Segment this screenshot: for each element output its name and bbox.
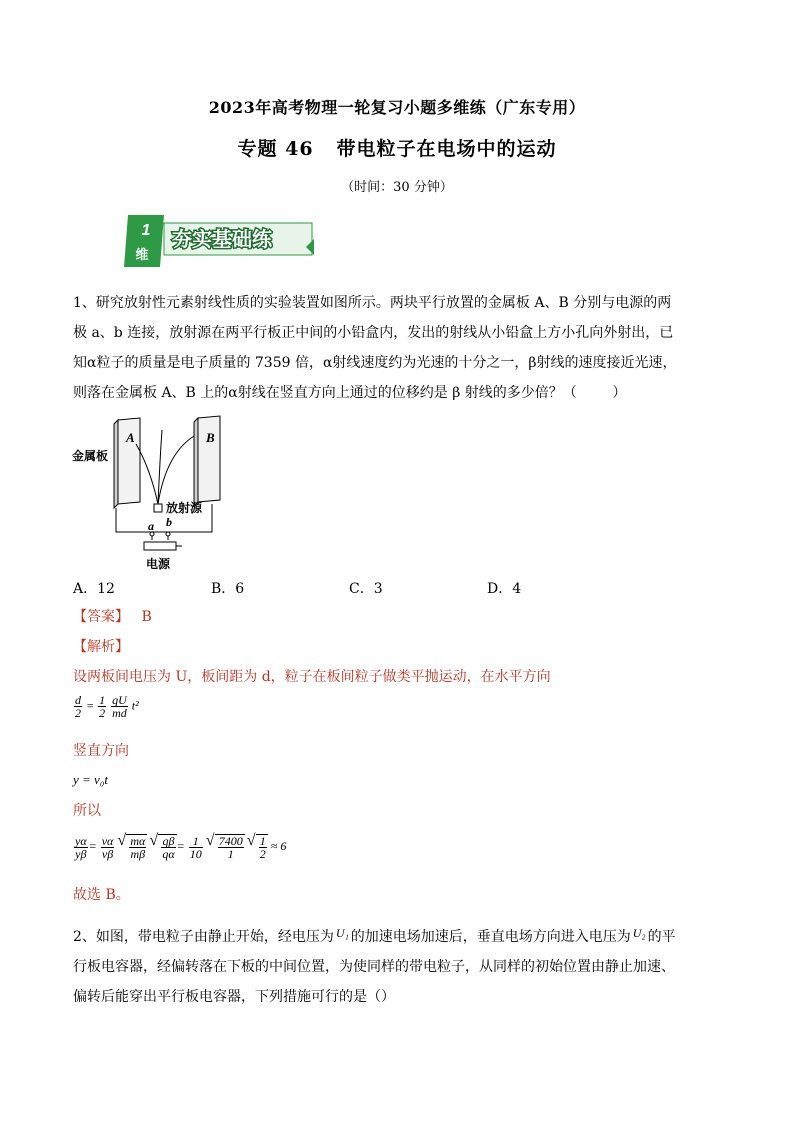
badge-dimension: 维 bbox=[135, 248, 149, 263]
topic-title: 专题 46 带电粒子在电场中的运动 bbox=[237, 138, 557, 160]
plate-a-label: A bbox=[126, 430, 135, 445]
choice-d: D．4 bbox=[487, 581, 522, 597]
question-2-segment: 的平 bbox=[647, 929, 676, 945]
formula-3-term: 1 bbox=[227, 847, 234, 861]
formula-3: $\frac{y\alpha}{y\beta}$ = $\frac{v\alpha}{v\beta}$ √ $\frac{m\alpha}{m\beta}$ √ $\frac{q\beta}{q\alpha}$ = $\frac{1}{10}$ √ $\frac{7400}{1}$ √ $\frac{1}{2}$ ≈ 6 bbox=[73, 834, 286, 860]
answer-value: B bbox=[141, 609, 152, 625]
question-2-segment: 的加速电场加速后，垂直电场方向进入电压为 bbox=[350, 929, 631, 945]
formula-1-term: 2 bbox=[75, 706, 81, 720]
formula-1-term: md bbox=[112, 706, 127, 720]
formula-3-term: yβ bbox=[75, 846, 87, 861]
u1-symbol: U₁ bbox=[335, 926, 349, 940]
question-1-line: 极 a、b 连接，放射源在两平行板正中间的小铅盒内，发出的射线从小铅盒上方小孔向外射出，已 bbox=[73, 325, 674, 341]
question-2-text bbox=[73, 918, 733, 1012]
terminal-a-label: a bbox=[148, 519, 154, 533]
formula-3-term: vα bbox=[101, 833, 114, 848]
question-1-line: 知α粒子的质量是电子质量的 7359 倍，α射线速度约为光速的十分之一，β射线的速度接近光速， bbox=[73, 355, 677, 371]
u2-symbol: U₂ bbox=[632, 926, 646, 940]
time-limit: （时间：30 分钟） bbox=[341, 180, 453, 195]
badge-graphic bbox=[120, 213, 320, 269]
formula-2: y = v₀t bbox=[73, 772, 108, 787]
question-1-line: 1、研究放射性元素射线性质的实验装置如图所示。两块平行放置的金属板 A、B 分别与电源的两 bbox=[73, 295, 672, 311]
source-label: 放射源 bbox=[166, 501, 203, 515]
question-2-segment: 2、如图，带电粒子由静止开始，经电压为 bbox=[73, 929, 334, 945]
formula-3-term: √ mα bbox=[130, 834, 146, 848]
question-2-line: 行板电容器，经偏转落在下板的中间位置，为使同样的带电粒子，从同样的初始位置由静止加速、 bbox=[73, 959, 675, 975]
document-title: 2023年高考物理一轮复习小题多维练（广东专用） bbox=[208, 98, 586, 117]
so-label: 所以 bbox=[73, 803, 101, 819]
formula-3-term: 1 bbox=[189, 835, 203, 848]
formula-1-term: 2 bbox=[99, 706, 106, 720]
experiment-figure bbox=[70, 408, 230, 576]
choice-b: B．6 bbox=[211, 581, 245, 597]
analysis-label: 【解析】 bbox=[73, 639, 129, 655]
vertical-label: 竖直方向 bbox=[73, 743, 129, 759]
formula-3-term: √ qβ bbox=[162, 834, 175, 848]
badge-number: 1 bbox=[141, 222, 151, 239]
terminal-b-label: b bbox=[166, 515, 172, 529]
conclusion: 故选 B。 bbox=[73, 887, 130, 903]
question-2-line bbox=[73, 918, 733, 952]
analysis-line-1: 设两板间电压为 U，板间距为 d，粒子在板间粒子做类平抛运动，在水平方向 bbox=[73, 669, 551, 685]
question-2-line: 偏转后能穿出平行板电容器，下列措施可行的是（） bbox=[73, 989, 395, 1005]
apparatus-diagram bbox=[70, 408, 230, 576]
badge-label: 夯实基础练 bbox=[172, 227, 272, 251]
formula-3-result: ≈ 6 bbox=[270, 838, 287, 853]
formula-1 bbox=[73, 694, 139, 719]
formula-1-term: d bbox=[75, 693, 81, 707]
formula-3-term: qα bbox=[162, 847, 175, 861]
formula-1-term: t² bbox=[131, 698, 139, 713]
answer-line bbox=[73, 606, 152, 626]
section-badge bbox=[120, 213, 320, 269]
formula-3-term: vβ bbox=[101, 846, 114, 861]
power-label: 电源 bbox=[146, 557, 171, 571]
formula-3-term: 10 bbox=[189, 846, 202, 861]
formula-3-term: mβ bbox=[130, 847, 146, 861]
question-1-text bbox=[73, 288, 733, 408]
formula-1-term: qU bbox=[112, 693, 127, 707]
formula-1-eq: = bbox=[86, 698, 95, 713]
question-1-line: 则落在金属板 A、B 上的α射线在竖直方向上通过的位移约是 β 射线的多少倍？（ ） bbox=[73, 385, 627, 401]
formula-3-term: yα bbox=[75, 833, 87, 848]
formula-3-term: √ 7400 bbox=[218, 834, 243, 848]
choice-c: C．3 bbox=[349, 581, 383, 597]
answer-label: 【答案】 bbox=[73, 609, 129, 625]
plate-b-label: B bbox=[206, 430, 215, 445]
metal-plate-label: 金属板 bbox=[72, 449, 109, 463]
formula-3-term: √ 1 bbox=[259, 834, 266, 848]
formula-3-term: 2 bbox=[259, 847, 266, 861]
choice-a: A．12 bbox=[73, 581, 115, 597]
formula-1-term: 1 bbox=[99, 693, 106, 707]
